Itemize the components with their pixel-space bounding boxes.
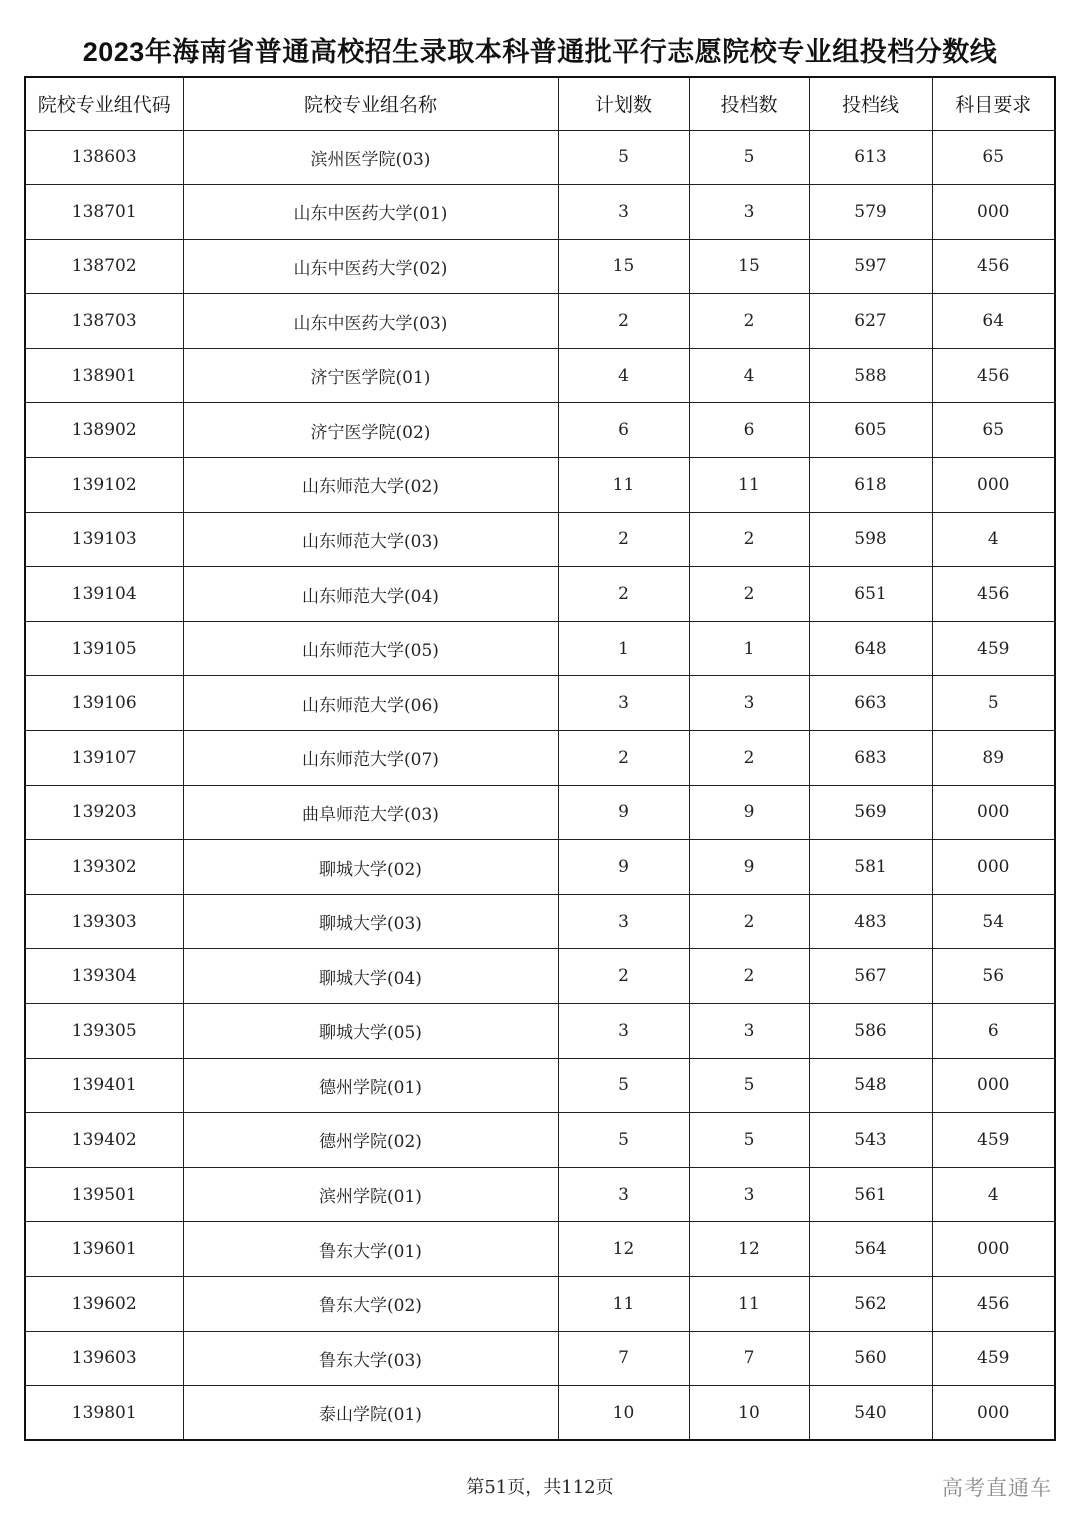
cell-group-code: 139401	[25, 1058, 183, 1113]
cell-plan-count: 3	[558, 185, 689, 240]
table-row	[25, 458, 1055, 513]
table-header	[25, 77, 1055, 130]
cell-cutoff-score: 569	[809, 785, 932, 840]
cell-group-name: 德州学院(02)	[183, 1113, 558, 1168]
cell-plan-count: 7	[558, 1331, 689, 1386]
cell-subject-requirement: 000	[932, 840, 1055, 895]
cell-plan-count: 9	[558, 785, 689, 840]
cell-subject-requirement: 5	[932, 676, 1055, 731]
cell-group-code: 139303	[25, 894, 183, 949]
cell-admitted-count: 2	[689, 567, 809, 622]
cell-cutoff-score: 567	[809, 949, 932, 1004]
cell-admitted-count: 9	[689, 840, 809, 895]
cell-group-code: 139103	[25, 512, 183, 567]
cell-group-code: 139602	[25, 1276, 183, 1331]
table-row	[25, 1058, 1055, 1113]
cell-admitted-count: 3	[689, 1167, 809, 1222]
cell-admitted-count: 3	[689, 676, 809, 731]
cell-cutoff-score: 627	[809, 294, 932, 349]
cell-plan-count: 5	[558, 1113, 689, 1168]
cell-group-name: 山东师范大学(06)	[183, 676, 558, 731]
table-row	[25, 1386, 1055, 1441]
document-title: 2023年海南省普通高校招生录取本科普通批平行志愿院校专业组投档分数线	[82, 37, 998, 67]
table-row	[25, 239, 1055, 294]
cell-cutoff-score: 683	[809, 731, 932, 786]
cell-group-code: 138603	[25, 130, 183, 185]
cell-admitted-count: 15	[689, 239, 809, 294]
cell-admitted-count: 3	[689, 1004, 809, 1059]
table-row	[25, 512, 1055, 567]
cell-group-code: 139102	[25, 458, 183, 513]
cell-group-name: 山东中医药大学(03)	[183, 294, 558, 349]
cell-group-code: 139402	[25, 1113, 183, 1168]
cell-group-name: 聊城大学(02)	[183, 840, 558, 895]
watermark: 高考直通车	[942, 1476, 1052, 1500]
cell-plan-count: 2	[558, 731, 689, 786]
cell-cutoff-score: 605	[809, 403, 932, 458]
cell-group-code: 139104	[25, 567, 183, 622]
cell-plan-count: 2	[558, 949, 689, 1004]
cell-group-code: 139603	[25, 1331, 183, 1386]
cell-group-code: 138702	[25, 239, 183, 294]
cell-cutoff-score: 597	[809, 239, 932, 294]
cell-plan-count: 12	[558, 1222, 689, 1277]
table-row	[25, 130, 1055, 185]
cell-plan-count: 5	[558, 1058, 689, 1113]
cell-plan-count: 3	[558, 894, 689, 949]
cell-group-code: 139106	[25, 676, 183, 731]
cell-group-code: 138902	[25, 403, 183, 458]
cell-plan-count: 15	[558, 239, 689, 294]
cell-plan-count: 3	[558, 676, 689, 731]
header-subject-requirement: 科目要求	[932, 77, 1055, 130]
table-row	[25, 1113, 1055, 1168]
cell-group-name: 聊城大学(04)	[183, 949, 558, 1004]
cell-group-name: 聊城大学(05)	[183, 1004, 558, 1059]
table-row	[25, 840, 1055, 895]
cell-group-code: 139105	[25, 621, 183, 676]
cell-subject-requirement: 000	[932, 185, 1055, 240]
cell-subject-requirement: 456	[932, 348, 1055, 403]
cell-subject-requirement: 6	[932, 1004, 1055, 1059]
cell-subject-requirement: 000	[932, 785, 1055, 840]
cell-cutoff-score: 618	[809, 458, 932, 513]
cell-plan-count: 5	[558, 130, 689, 185]
table-row	[25, 567, 1055, 622]
cell-cutoff-score: 561	[809, 1167, 932, 1222]
cell-cutoff-score: 564	[809, 1222, 932, 1277]
cell-subject-requirement: 65	[932, 403, 1055, 458]
cell-plan-count: 6	[558, 403, 689, 458]
cell-plan-count: 1	[558, 621, 689, 676]
cell-plan-count: 10	[558, 1386, 689, 1441]
table-row	[25, 1004, 1055, 1059]
cell-admitted-count: 2	[689, 294, 809, 349]
cell-group-code: 139801	[25, 1386, 183, 1441]
cell-cutoff-score: 586	[809, 1004, 932, 1059]
table-row	[25, 785, 1055, 840]
cell-plan-count: 3	[558, 1167, 689, 1222]
table-header-row	[25, 77, 1055, 130]
cell-subject-requirement: 000	[932, 458, 1055, 513]
header-cutoff-score: 投档线	[809, 77, 932, 130]
cell-admitted-count: 5	[689, 1058, 809, 1113]
cell-group-name: 曲阜师范大学(03)	[183, 785, 558, 840]
cell-subject-requirement: 4	[932, 1167, 1055, 1222]
table-row	[25, 621, 1055, 676]
cell-subject-requirement: 456	[932, 567, 1055, 622]
cell-subject-requirement: 64	[932, 294, 1055, 349]
cell-group-name: 山东中医药大学(02)	[183, 239, 558, 294]
cell-plan-count: 11	[558, 1276, 689, 1331]
header-group-code: 院校专业组代码	[25, 77, 183, 130]
cell-cutoff-score: 540	[809, 1386, 932, 1441]
cell-subject-requirement: 459	[932, 1113, 1055, 1168]
cell-subject-requirement: 456	[932, 239, 1055, 294]
cell-plan-count: 9	[558, 840, 689, 895]
cell-admitted-count: 11	[689, 1276, 809, 1331]
cell-group-name: 聊城大学(03)	[183, 894, 558, 949]
header-plan-count: 计划数	[558, 77, 689, 130]
cell-group-name: 山东师范大学(05)	[183, 621, 558, 676]
cell-cutoff-score: 543	[809, 1113, 932, 1168]
cell-subject-requirement: 000	[932, 1386, 1055, 1441]
cell-subject-requirement: 459	[932, 1331, 1055, 1386]
cell-group-name: 滨州学院(01)	[183, 1167, 558, 1222]
table-row	[25, 403, 1055, 458]
page-number: 第51页，共112页	[466, 1477, 614, 1498]
cell-cutoff-score: 560	[809, 1331, 932, 1386]
cell-admitted-count: 12	[689, 1222, 809, 1277]
cell-admitted-count: 4	[689, 348, 809, 403]
cell-group-code: 139302	[25, 840, 183, 895]
cell-cutoff-score: 663	[809, 676, 932, 731]
cell-cutoff-score: 548	[809, 1058, 932, 1113]
cell-group-name: 山东师范大学(07)	[183, 731, 558, 786]
cell-subject-requirement: 56	[932, 949, 1055, 1004]
table-row	[25, 1331, 1055, 1386]
cell-group-name: 山东师范大学(02)	[183, 458, 558, 513]
cell-group-code: 138703	[25, 294, 183, 349]
cell-group-code: 138901	[25, 348, 183, 403]
cell-admitted-count: 10	[689, 1386, 809, 1441]
cell-admitted-count: 2	[689, 894, 809, 949]
cell-plan-count: 2	[558, 512, 689, 567]
cell-group-name: 山东中医药大学(01)	[183, 185, 558, 240]
header-group-name: 院校专业组名称	[183, 77, 558, 130]
cell-cutoff-score: 648	[809, 621, 932, 676]
cell-group-name: 德州学院(01)	[183, 1058, 558, 1113]
table-row	[25, 294, 1055, 349]
cell-admitted-count: 11	[689, 458, 809, 513]
cell-plan-count: 2	[558, 567, 689, 622]
cell-group-name: 泰山学院(01)	[183, 1386, 558, 1441]
cell-admitted-count: 5	[689, 1113, 809, 1168]
cell-admitted-count: 2	[689, 512, 809, 567]
cell-group-code: 139107	[25, 731, 183, 786]
cell-subject-requirement: 89	[932, 731, 1055, 786]
cell-plan-count: 11	[558, 458, 689, 513]
cell-cutoff-score: 483	[809, 894, 932, 949]
cell-cutoff-score: 579	[809, 185, 932, 240]
cell-plan-count: 4	[558, 348, 689, 403]
cell-subject-requirement: 000	[932, 1222, 1055, 1277]
cell-subject-requirement: 459	[932, 621, 1055, 676]
cell-subject-requirement: 54	[932, 894, 1055, 949]
score-table	[24, 76, 1056, 1441]
table-row	[25, 1167, 1055, 1222]
table-row	[25, 1276, 1055, 1331]
cell-admitted-count: 2	[689, 731, 809, 786]
table-row	[25, 949, 1055, 1004]
cell-cutoff-score: 613	[809, 130, 932, 185]
cell-admitted-count: 2	[689, 949, 809, 1004]
cell-plan-count: 2	[558, 294, 689, 349]
cell-group-name: 鲁东大学(01)	[183, 1222, 558, 1277]
cell-cutoff-score: 651	[809, 567, 932, 622]
cell-admitted-count: 6	[689, 403, 809, 458]
cell-group-code: 139304	[25, 949, 183, 1004]
cell-group-name: 济宁医学院(02)	[183, 403, 558, 458]
cell-group-name: 山东师范大学(03)	[183, 512, 558, 567]
cell-group-code: 139501	[25, 1167, 183, 1222]
cell-group-name: 鲁东大学(03)	[183, 1331, 558, 1386]
cell-subject-requirement: 4	[932, 512, 1055, 567]
cell-cutoff-score: 598	[809, 512, 932, 567]
cell-plan-count: 3	[558, 1004, 689, 1059]
cell-admitted-count: 9	[689, 785, 809, 840]
cell-group-name: 山东师范大学(04)	[183, 567, 558, 622]
cell-cutoff-score: 588	[809, 348, 932, 403]
cell-cutoff-score: 562	[809, 1276, 932, 1331]
cell-subject-requirement: 65	[932, 130, 1055, 185]
cell-group-name: 滨州医学院(03)	[183, 130, 558, 185]
cell-group-code: 139203	[25, 785, 183, 840]
table-body	[25, 130, 1055, 1440]
table-row	[25, 676, 1055, 731]
cell-admitted-count: 7	[689, 1331, 809, 1386]
cell-cutoff-score: 581	[809, 840, 932, 895]
table-row	[25, 731, 1055, 786]
cell-subject-requirement: 000	[932, 1058, 1055, 1113]
cell-admitted-count: 1	[689, 621, 809, 676]
cell-group-code: 138701	[25, 185, 183, 240]
table-row	[25, 348, 1055, 403]
table-row	[25, 185, 1055, 240]
table-row	[25, 1222, 1055, 1277]
cell-group-name: 济宁医学院(01)	[183, 348, 558, 403]
cell-admitted-count: 3	[689, 185, 809, 240]
cell-group-code: 139305	[25, 1004, 183, 1059]
cell-subject-requirement: 456	[932, 1276, 1055, 1331]
cell-admitted-count: 5	[689, 130, 809, 185]
cell-group-code: 139601	[25, 1222, 183, 1277]
table-row	[25, 894, 1055, 949]
cell-group-name: 鲁东大学(02)	[183, 1276, 558, 1331]
header-admitted-count: 投档数	[689, 77, 809, 130]
